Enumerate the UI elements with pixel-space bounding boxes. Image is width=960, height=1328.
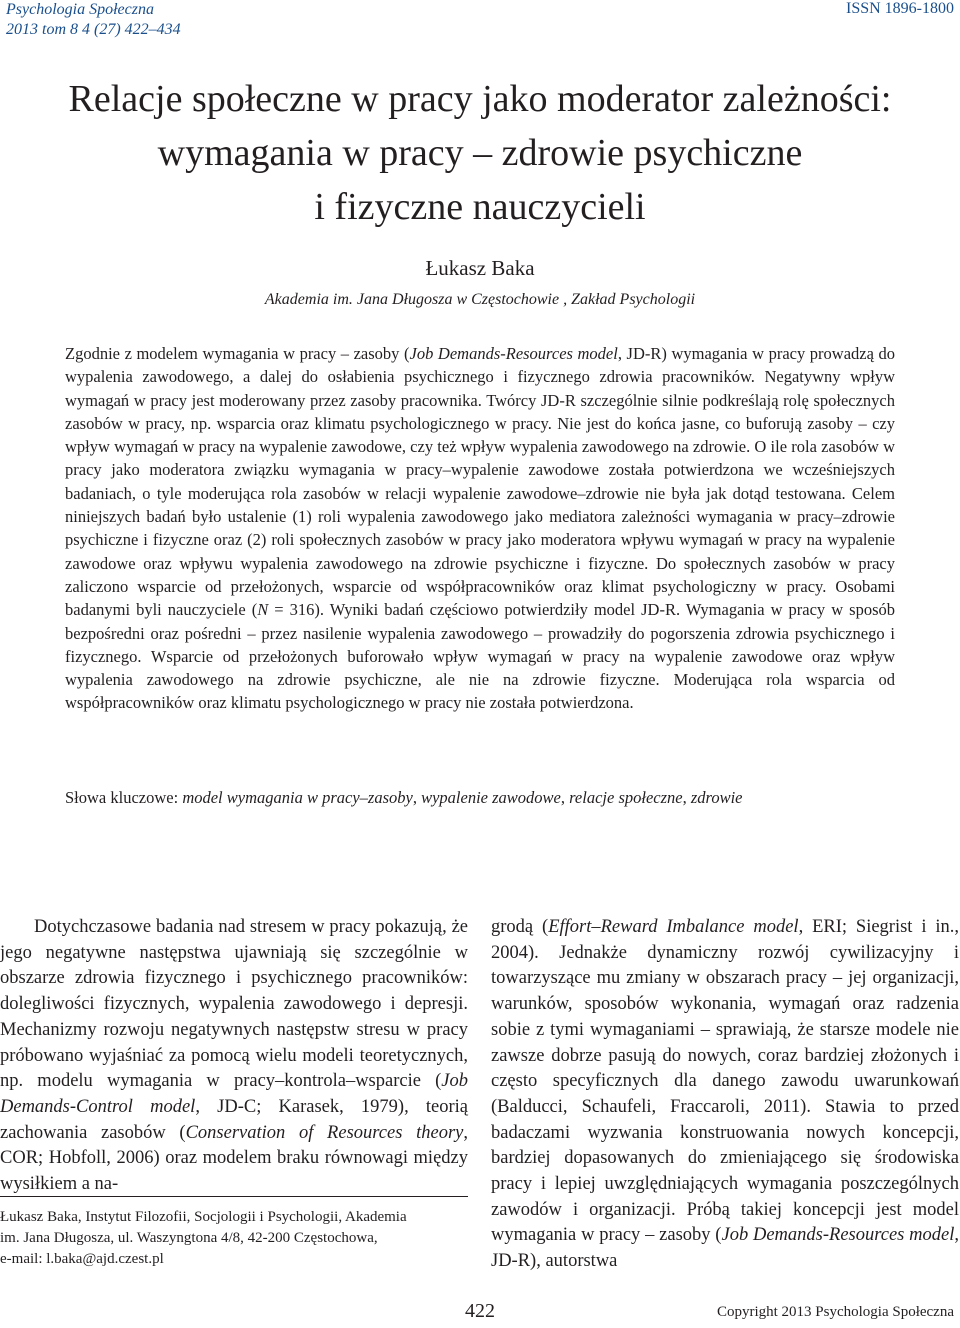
abstract-text: Zgodnie z modelem wymagania w pracy – zasoby (	[65, 344, 410, 363]
keyword: wypalenie zawodowe	[421, 788, 561, 807]
footnote-line: e-mail: l.baka@ajd.czest.pl	[0, 1251, 164, 1267]
keywords	[65, 786, 895, 810]
body-italic: Conservation of Resources theory	[185, 1122, 464, 1143]
copyright-notice: Copyright 2013 Psychologia Społeczna	[716, 1304, 954, 1320]
footnote-line: im. Jana Długosza, ul. Waszyngtona 4/8, 42-200 Częstochowa,	[0, 1230, 378, 1246]
author-affiliation: Akademia im. Jana Długosza w Częstochowie , Zakład Psychologii	[264, 291, 696, 308]
body-text: Dotychczasowe badania nad stresem w pracy pokazują, że jego negatywne następstwa ujawniają się szczególnie w obszarze zdrowia fizycznego i psychicznego pracowników: dolegliwości fizycznych, wypalenia zawodowego i depresji. Mechanizmy rozwoju negatywnych następstw stresu w pracy próbowano wyjaśniać za pomocą wielu modeli teoretycznych, np. modelu wymagania w pracy–kontrola–wsparcie (	[0, 917, 468, 1092]
abstract-italic: N	[257, 600, 269, 620]
abstract-text: = 316). Wyniki badań częściowo potwierdziły model JD-R. Wymagania w pracy w sposób bezpośredni oraz pośredni – przez nasilenie wypalenia zawodowego – prowadziły do pogorszenia zdrowia psychicznego i fizycznego. Wsparcie od przełożonych buforowało wpływ wymagań w pracy na wypalenie zawodowe oraz wpływ wypalenia zawodowego na zdrowie psychiczne, ale nie na zdrowie fizyczne. Moderująca rola wsparcia od współpracowników oraz klimatu psychologicznego w pracy nie została potwierdzona.	[65, 600, 896, 713]
title-line-1: Relacje społeczne w pracy jako moderator zależności:	[68, 78, 892, 120]
body-italic: Job Demands-Resources model	[721, 1225, 955, 1246]
keyword: zdrowie	[690, 788, 743, 807]
journal-name: Psychologia Społeczna	[6, 1, 154, 18]
journal-header	[6, 0, 181, 40]
title-line-3: i fizyczne nauczycieli	[314, 186, 646, 228]
body-italic: Job Demands-Control model	[0, 1071, 468, 1117]
footnote-divider	[0, 1196, 468, 1197]
abstract-text: , JD-R) wymagania w pracy prowadzą do wypalenia zawodowego, a dalej do osłabienia psychicznego i fizycznego zdrowia pracowników. Negatywny wpływ wymagań w pracy jest moderowany przez zasoby pracownika. Twórcy JD-R szczególnie silnie podkreślają rolę społecznych zasobów w pracy, np. wsparcia oraz klimatu psychologicznego w pracy. Nie jest do końca jasne, co buforują zasoby – czy wpływ wymagań w pracy na wypalenie zawodowe, czy też wpływ wypalenia zawodowego na zdrowie. O ile rola zasobów w pracy jako moderatora związku wymagania w pracy–wypalenie zawodowe została potwierdzona we wcześniejszych badaniach, o tyle moderująca rola zasobów w relacji wypalenie zawodowe–zdrowie nie była jak dotąd testowana. Celem niniejszych badań było ustalenie (1) roli wypalenia zawodowego jako mediatora zależności wymagania w pracy–zdrowie psychiczne i fizyczne oraz (2) roli społecznych zasobów w pracy jako moderatora wpływu wymagań w pracy na wypalenie zawodowe oraz wpływu wypalenia zawodowego na zdrowie psychiczne i fizyczne. Do społecznych zasobów w pracy zaliczono wsparcie od przełożonych, wsparcie od współpracowników oraz klimat psychologiczny w pracy. Osobami badanymi byli nauczyciele (	[65, 344, 896, 620]
keyword-separator: ,	[412, 788, 422, 807]
body-text: , JD-R), autorstwa	[491, 1225, 960, 1272]
page-number: 422	[465, 1300, 495, 1322]
footnote-line: Łukasz Baka, Instytut Filozofii, Socjologii i Psychologii, Akademia	[0, 1209, 407, 1225]
body-text: , JD-C; Karasek, 1979), teorią zachowania zasobów (	[0, 1096, 469, 1143]
body-text: , COR; Hobfoll, 2006) oraz modelem braku równowagi między wysiłkiem a na-	[0, 1122, 468, 1195]
abstract-italic: Job Demands-Resources model	[409, 344, 618, 363]
issn: ISSN 1896-1800	[845, 0, 954, 17]
body-column-left	[0, 915, 468, 1198]
keyword-separator: ,	[682, 788, 691, 807]
body-column-right	[491, 915, 959, 1275]
title-line-2: wymagania w pracy – zdrowie psychiczne	[157, 132, 803, 174]
keywords-label: Słowa kluczowe:	[65, 788, 183, 807]
keyword: model wymagania w pracy–zasoby	[182, 788, 413, 807]
journal-volume: 2013 tom 8 4 (27) 422–434	[6, 21, 181, 38]
author-name: Łukasz Baka	[425, 256, 535, 280]
body-text: grodą (	[491, 917, 549, 937]
body-text: , ERI; Siegrist i in., 2004). Jednakże dynamiczny rozwój cywilizacyjny i towarzyszące mu zmiany w obszarach pracy – jej organizacji, warunków, sposobów wykonania, wymagań oraz radzenia sobie z tymi wymaganiami – sprawiają, że starsze modele nie zawsze dobrze pasują do nowych, coraz bardziej złożonych i często specyficznych dla danego zawodu uwarunkowań (Balducci, Schaufeli, Fraccaroli, 2011). Stawia to przed badaczami wyzwania konstruowania nowych koncepcji, bardziej dopasowanych do zmieniającego się środowiska pracy i lepiej uwzględniających wymagania poszczególnych zawodów i organizacji. Próbą takiej koncepcji jest model wymagania w pracy – zasoby (	[491, 917, 960, 1246]
abstract	[65, 342, 895, 715]
body-italic: Effort–Reward Imbalance model	[548, 917, 799, 937]
keyword: relacje społeczne	[569, 788, 683, 807]
article-title	[0, 72, 960, 234]
keyword-separator: ,	[560, 788, 570, 807]
author-footnote	[0, 1207, 468, 1270]
